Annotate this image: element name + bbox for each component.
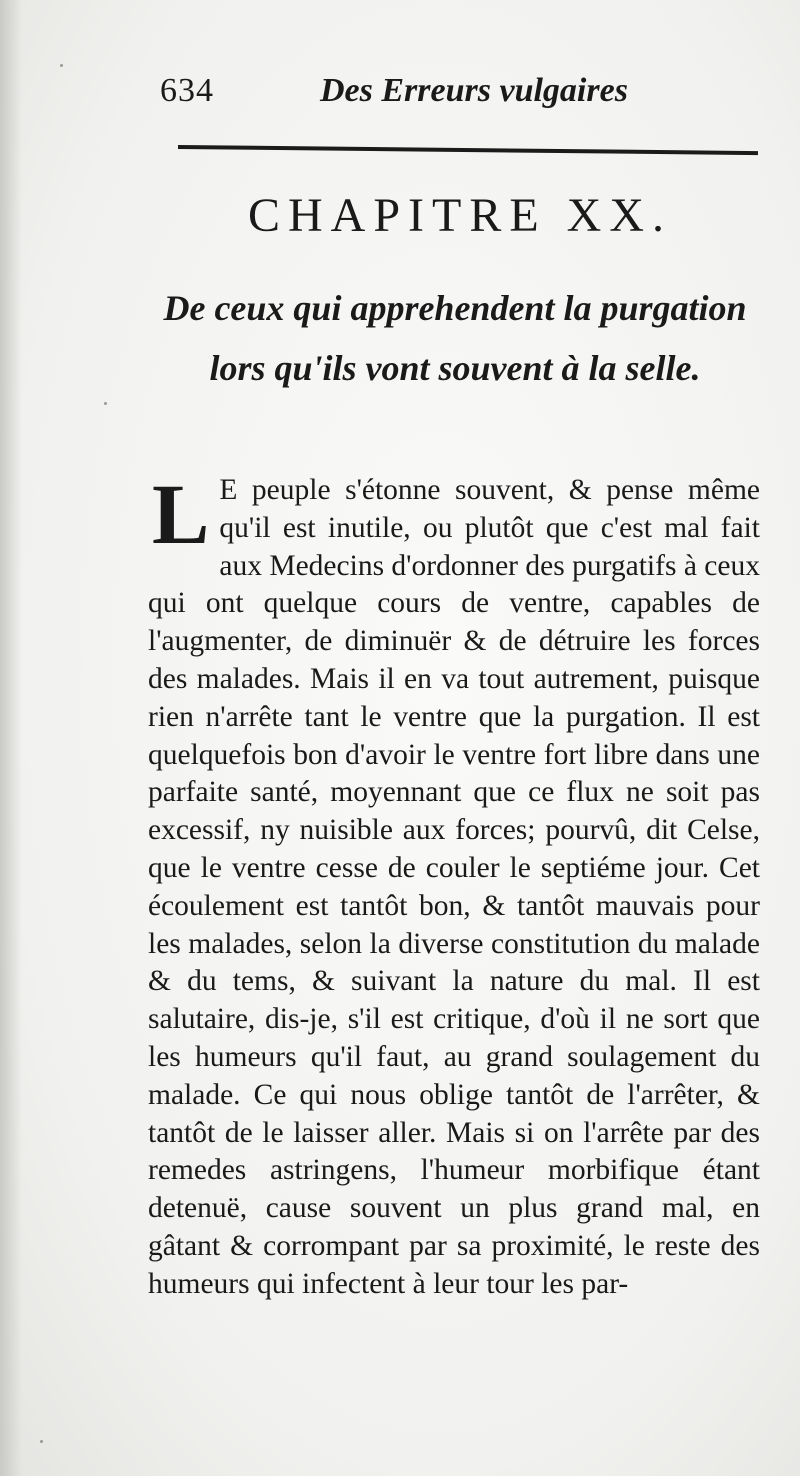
paragraph-text: E peuple s'étonne souvent, & pense même qu'il est inutile, ou plutôt que c'est mal fait aux Medecins d'ordonner des purgatifs à ceux qui ont quelque cours de ventre, capables de l'augmenter, de diminuër & de détruire les forces des malades. Mais il en va tout autrement, puisque rien n'arrête tant le ventre que la purgation. Il est quelquefois bon d'avoir le ventre fort libre dans une parfaite santé, moyennant que ce flux ne soit pas excessif, ny nuisible aux forces; pourvû, dit Celse, que le ventre cesse de couler le septiéme jour. Cet écoulement est tantôt bon, & tantôt mauvais pour les malades, selon la diverse constitution du malade & du tems, & suivant la nature du mal. Il est salutaire, dis-je, s'il est critique, d'où il ne sort que les humeurs qu'il faut, au grand soulagement du malade. Ce qui nous oblige tantôt de l'arrêter, & tantôt de le laisser aller. Mais si on l'arrête par des remedes astringens, l'humeur morbifique étant detenuë, cause souvent un plus grand mal, en gâtant & corrompant par sa proximité, le reste des humeurs qui infectent à leur tour les par-: [148, 474, 760, 1300]
page-number: 634: [160, 72, 214, 109]
header-rule: [178, 145, 758, 155]
body-paragraph: [148, 466, 760, 1304]
paper-speck: [40, 1440, 43, 1443]
chapter-heading: CHAPITRE XX.: [247, 189, 672, 242]
running-title: Des Erreurs vulgaires: [320, 72, 628, 109]
chapter-title: De ceux qui apprehendent la purgation lors qu'ils vont souvent à la selle.: [163, 288, 747, 388]
paper-speck: [60, 64, 63, 67]
running-head: [160, 72, 660, 116]
page-gutter-shadow: [0, 0, 22, 1476]
drop-cap: L: [152, 466, 210, 562]
paper-speck: [104, 402, 107, 405]
